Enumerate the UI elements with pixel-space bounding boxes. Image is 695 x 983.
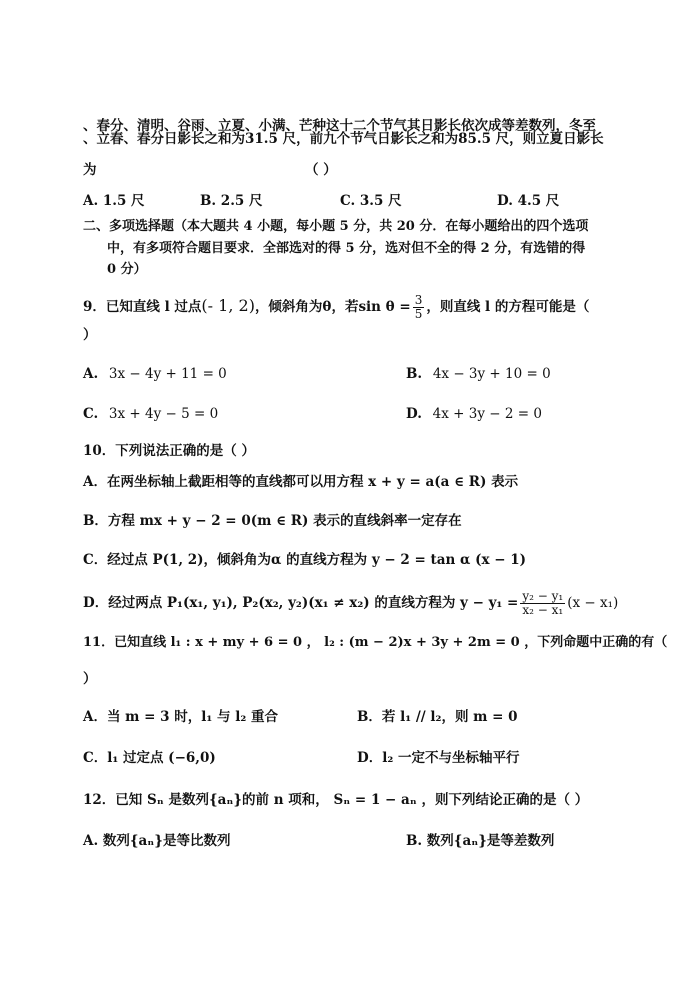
q9-option-a [83, 365, 227, 383]
q9-suffix: ，则直线 l 的方程可能是（ [426, 299, 590, 315]
q9-option-c [83, 405, 218, 423]
q9-option-d-text: 4x + 3y − 2 = 0 [432, 406, 542, 422]
q9-option-d [406, 405, 542, 423]
q12-option-a: A. 数列{aₙ}是等比数列 [83, 833, 231, 849]
q9-frac-num: 3 [414, 293, 423, 307]
q10-frac-den: x₂ − x₁ [522, 603, 564, 617]
q10-option-d-prefix: D．经过两点 P₁(x₁, y₁), P₂(x₂, y₂)(x₁ ≠ x₂) 的直线方程为 y − y₁ = [83, 595, 519, 611]
q10-option-d [83, 586, 618, 620]
q10-option-b: B．方程 mx + y − 2 = 0(m ∈ R) 表示的直线斜率一定存在 [83, 513, 462, 529]
q8-line3-text: 为 [83, 162, 97, 178]
q9-frac-den: 5 [414, 307, 423, 321]
q9-point: (- 1, 2) [201, 296, 255, 315]
q12-option-b: B. 数列{aₙ}是等差数列 [406, 833, 555, 849]
q12-stem: 12．已知 Sₙ 是数列{aₙ}的前 n 项和， Sₙ = 1 − aₙ ，则下列结论正确的是（ ） [83, 792, 589, 808]
q8-option-b: B. 2.5 尺 [200, 193, 263, 209]
q10-option-c: C．经过点 P(1, 2)，倾斜角为α 的直线方程为 y − 2 = tan α (x − 1) [83, 552, 527, 568]
q8-answer-blank: （ ） [305, 162, 337, 178]
q9-mid: ，倾斜角为θ，若sin θ = [254, 299, 411, 315]
q8-option-a: A. 1.5 尺 [83, 193, 145, 209]
q8-option-c: C. 3.5 尺 [340, 193, 402, 209]
q11-option-c: C．l₁ 过定点 (−6,0) [83, 750, 216, 766]
q9-fraction [413, 294, 425, 321]
q10-option-a: A．在两坐标轴上截距相等的直线都可以用方程 x + y = a(a ∈ R) 表示 [83, 474, 519, 490]
q11-stem: 11．已知直线 l₁ : x + my + 6 = 0 ， l₂ : (m − 2)x + 3y + 2m = 0 ，下列命题中正确的有（ [83, 635, 668, 650]
section2-line2: 中，有多项符合题目要求．全部选对的得 5 分，选对但不全的得 2 分，有选错的得 [107, 241, 586, 256]
q9-option-d-label: D. [406, 406, 422, 422]
q10-option-d-fraction [520, 590, 565, 617]
q9-close: ） [83, 327, 97, 343]
section2-line1: 二、多项选择题（本大题共 4 小题，每小题 5 分，共 20 分．在每小题给出的四个选项 [83, 219, 589, 234]
q9-option-a-text: 3x − 4y + 11 = 0 [108, 366, 227, 382]
q9-option-c-label: C. [83, 406, 99, 422]
q11-option-a: A．当 m = 3 时，l₁ 与 l₂ 重合 [83, 709, 278, 725]
q11-option-d: D．l₂ 一定不与坐标轴平行 [357, 750, 520, 766]
q10-stem: 10．下列说法正确的是（ ） [83, 443, 255, 459]
q9-option-b [406, 365, 551, 383]
q9-option-c-text: 3x + 4y − 5 = 0 [108, 406, 219, 422]
q10-frac-num: y₂ − y₁ [522, 589, 564, 603]
q8-line2: 、立春、春分日影长之和为31.5 尺，前九个节气日影长之和为85.5 尺，则立夏日影长 [83, 131, 604, 147]
q8-line1: 、春分、清明、谷雨、立夏、小满、芒种这十二个节气其日影长依次成等差数列，冬至 [83, 118, 596, 134]
q11-close: ） [83, 671, 97, 687]
q8-option-d: D. 4.5 尺 [497, 193, 560, 209]
q10-option-d-suffix: (x − x₁) [567, 595, 619, 611]
q8-line3 [83, 161, 337, 179]
q9-stem [83, 288, 589, 325]
q11-option-b: B．若 l₁ // l₂，则 m = 0 [357, 709, 518, 725]
q9-prefix: 9．已知直线 l 过点 [83, 299, 202, 315]
q9-option-a-label: A. [83, 366, 99, 382]
section2-line3: 0 分） [107, 262, 147, 277]
q9-option-b-text: 4x − 3y + 10 = 0 [432, 366, 551, 382]
q9-option-b-label: B. [406, 366, 423, 382]
